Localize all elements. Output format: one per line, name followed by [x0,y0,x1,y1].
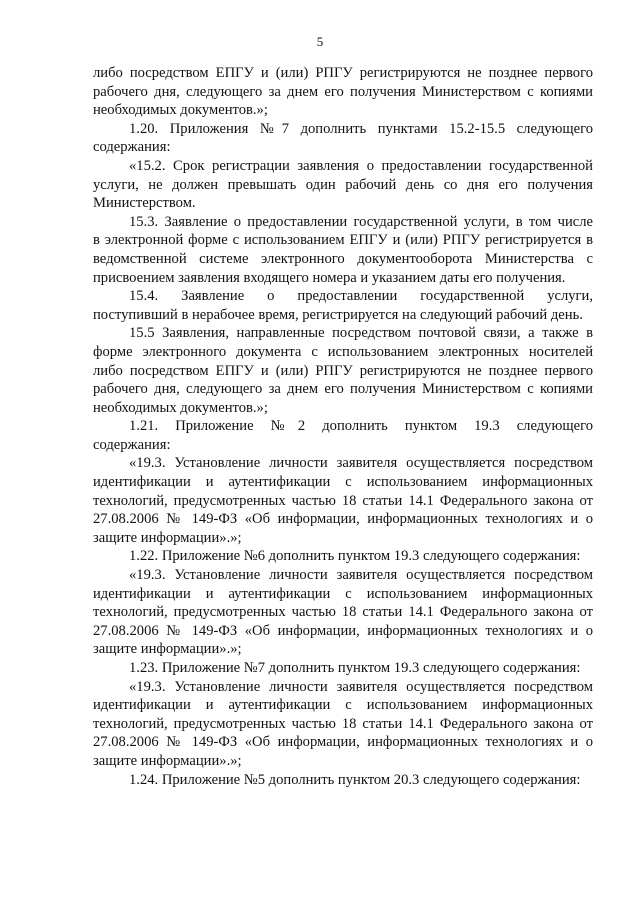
text-line: либо посредством ЕПГУ и (или) РПГУ регистрируются не позднее первого [93,65,593,81]
text-line: необходимых документов.»; [93,399,268,416]
text-line: «19.3. Установление личности заявителя осуществляется посредством [129,678,593,695]
text-line: содержания: [93,436,171,453]
text-line: 15.5 Заявления, направленные посредством почтовой связи, а также в [129,325,593,342]
text-line: 1.21. Приложение №2 дополнить пунктом 19.3 следующего [129,418,593,435]
text-line: 27.08.2006 № 149-ФЗ «Об информации, информационных технологиях и о [93,622,593,639]
paragraph [93,417,593,454]
paragraph [93,566,593,659]
text-line: 15.4. Заявление о предоставлении государственной услуги, [129,288,593,305]
text-line: технологий, предусмотренных частью 18 статьи 14.1 Федерального закона от [93,715,593,732]
text-line: форме электронного документа с использованием электронных носителей [93,343,593,360]
text-line: 1.23. Приложение №7 дополнить пунктом 19.3 следующего содержания: [129,660,581,676]
text-line: необходимых документов.»; [93,102,268,119]
text-line: 27.08.2006 № 149-ФЗ «Об информации, информационных технологиях и о [93,511,593,528]
text-line: рабочего дня, следующего за днем его получения Министерством с копиями [93,381,593,398]
text-line: идентификации и аутентификации с использованием информационных [93,697,593,714]
paragraph [93,213,593,287]
text-line: 27.08.2006 № 149-ФЗ «Об информации, информационных технологиях и о [93,734,593,751]
text-line: содержания: [93,139,171,156]
paragraph [93,287,593,324]
text-line: либо посредством ЕПГУ и (или) РПГУ регистрируются не позднее первого [93,362,593,379]
text-line: ведомственной системе электронного документооборота Министерства с [93,250,593,267]
text-line: технологий, предусмотренных частью 18 статьи 14.1 Федерального закона от [93,604,593,621]
paragraph [93,771,593,790]
text-line: присвоением заявления входящего номера и указанием даты его получения. [93,269,566,286]
text-line: поступивший в нерабочее время, регистрируется на следующий рабочий день. [93,306,583,323]
paragraph [93,454,593,547]
page-number: 5 [316,34,324,49]
text-line: рабочего дня, следующего за днем его получения Министерством с копиями [93,83,593,100]
text-line: услуги, не должен превышать один рабочий день со дня его получения [93,176,593,193]
text-line: идентификации и аутентификации с использованием информационных [93,585,593,602]
paragraph [93,64,593,120]
document-body [93,64,593,789]
paragraph [93,157,593,213]
paragraph [93,678,593,771]
text-line: защите информации».»; [93,529,242,546]
text-line: защите информации».»; [93,641,242,658]
paragraph [93,120,593,157]
text-line: «19.3. Установление личности заявителя осуществляется посредством [129,567,593,584]
paragraph [93,547,593,566]
text-line: технологий, предусмотренных частью 18 статьи 14.1 Федерального закона от [93,492,593,509]
text-line: Министерством. [93,195,196,212]
text-line: в электронной форме с использованием ЕПГУ и (или) РПГУ регистрируется в [93,232,593,249]
text-line: 1.20. Приложения №7 дополнить пунктами 15.2-15.5 следующего [129,120,593,137]
text-line: 1.22. Приложение №6 дополнить пунктом 19.3 следующего содержания: [129,548,581,565]
text-line: идентификации и аутентификации с использованием информационных [93,474,593,491]
paragraph [93,659,593,678]
text-line: защите информации».»; [93,752,242,769]
text-line: 15.3. Заявление о предоставлении государственной услуги, в том числе [129,213,593,230]
text-line: «19.3. Установление личности заявителя осуществляется посредством [129,455,593,472]
text-line: 1.24. Приложение №5 дополнить пунктом 20.3 следующего содержания: [129,771,581,788]
paragraph [93,324,593,417]
text-line: «15.2. Срок регистрации заявления о предоставлении государственной [129,157,593,174]
